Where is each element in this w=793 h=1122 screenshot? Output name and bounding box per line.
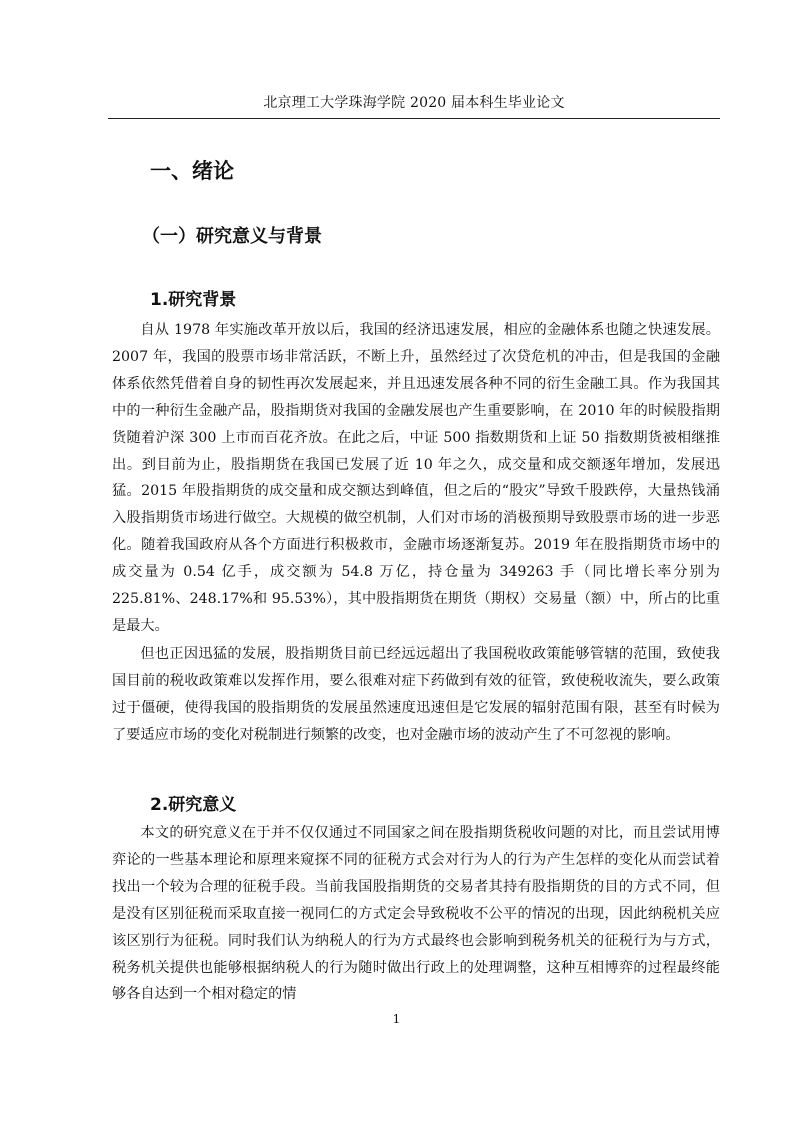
body-paragraph-significance: 本文的研究意义在于并不仅仅通过不同国家之间在股指期货税收问题的对比，而且尝试用博弈论的一些基本理论和原理来窥探不同的征税方式会对行为人的行为产生怎样的变化从而尝试着找出一个较为合理的征税手段。当前我国股指期货的交易者其持有股指期货的目的方式不同，但是没有区别征税而采取直接一视同仁的方式定会导致税收不公平的情况的出现，因此纳税机关应该区别行为征税。同时我们认为纳税人的行为方式最终也会影响到税务机关的征税行为与方式，税务机关提供也能够根据纳税人的行为随时做出行政上的处理调整，这种互相博弈的过程最终能够各自达到一个相对稳定的情 <box>112 825 720 1003</box>
body-paragraph-background-2: 但也正因迅猛的发展，股指期货目前已经远远超出了我国税收政策能够管辖的范围，致使我国目前的税收政策难以发挥作用，要么很难对症下药做到有效的征管，致使税收流失，要么政策过于僵硬，使得我国的股指期货的发展虽然速度迅速但是它发展的辐射范围有限，甚至有时候为了要适应市场的变化对税制进行频繁的改变，也对金融市场的波动产生了不可忽视的影响。 <box>112 646 720 743</box>
subsection-heading-significance: 2.研究意义 <box>150 795 237 815</box>
subsection-heading-background: 1.研究背景 <box>150 290 237 310</box>
running-header: 北京理工大学珠海学院 2020 届本科生毕业论文 <box>263 95 565 111</box>
chapter-heading: 一、绪论 <box>150 159 234 183</box>
header-divider <box>108 118 720 119</box>
body-paragraph-background-1: 自从 1978 年实施改革开放以后，我国的经济迅速发展，相应的金融体系也随之快速发展。2007 年，我国的股票市场非常活跃，不断上升，虽然经过了次贷危机的冲击，但是我国的金融体系依然凭借着自身的韧性再次发展起来，并且迅速发展各种不同的衍生金融工具。作为我国其中的一种衍生金融产品，股指期货对我国的金融发展也产生重要影响，在 2010 年的时候股指期货随着沪深 300 上市而百花齐放。在此之后，中证 500 指数期货和上证 50 指数期货被相继推出。到目前为止，股指期货在我国已发展了近 10 年之久，成交量和成交额逐年增加，发展迅猛。2015 年股指期货的成交量和成交额达到峰值，但之后的“股灾”导致千股跌停，大量热钱涌入股指期货市场进行做空。大规模的做空机制，人们对市场的消极预期导致股票市场的进一步恶化。随着我国政府从各个方面进行积极救市，金融市场逐渐复苏。2019 年在股指期货市场中的成交量为 0.54 亿手，成交额为 54.8 万亿，持仓量为 349263 手（同比增长率分别为 225.81%、248.17%和 95.53%），其中股指期货在期货（期权）交易量（额）中，所占的比重是最大。 <box>112 322 720 634</box>
page-number: 1 <box>392 1012 401 1026</box>
section-heading: （一）研究意义与背景 <box>142 226 322 247</box>
